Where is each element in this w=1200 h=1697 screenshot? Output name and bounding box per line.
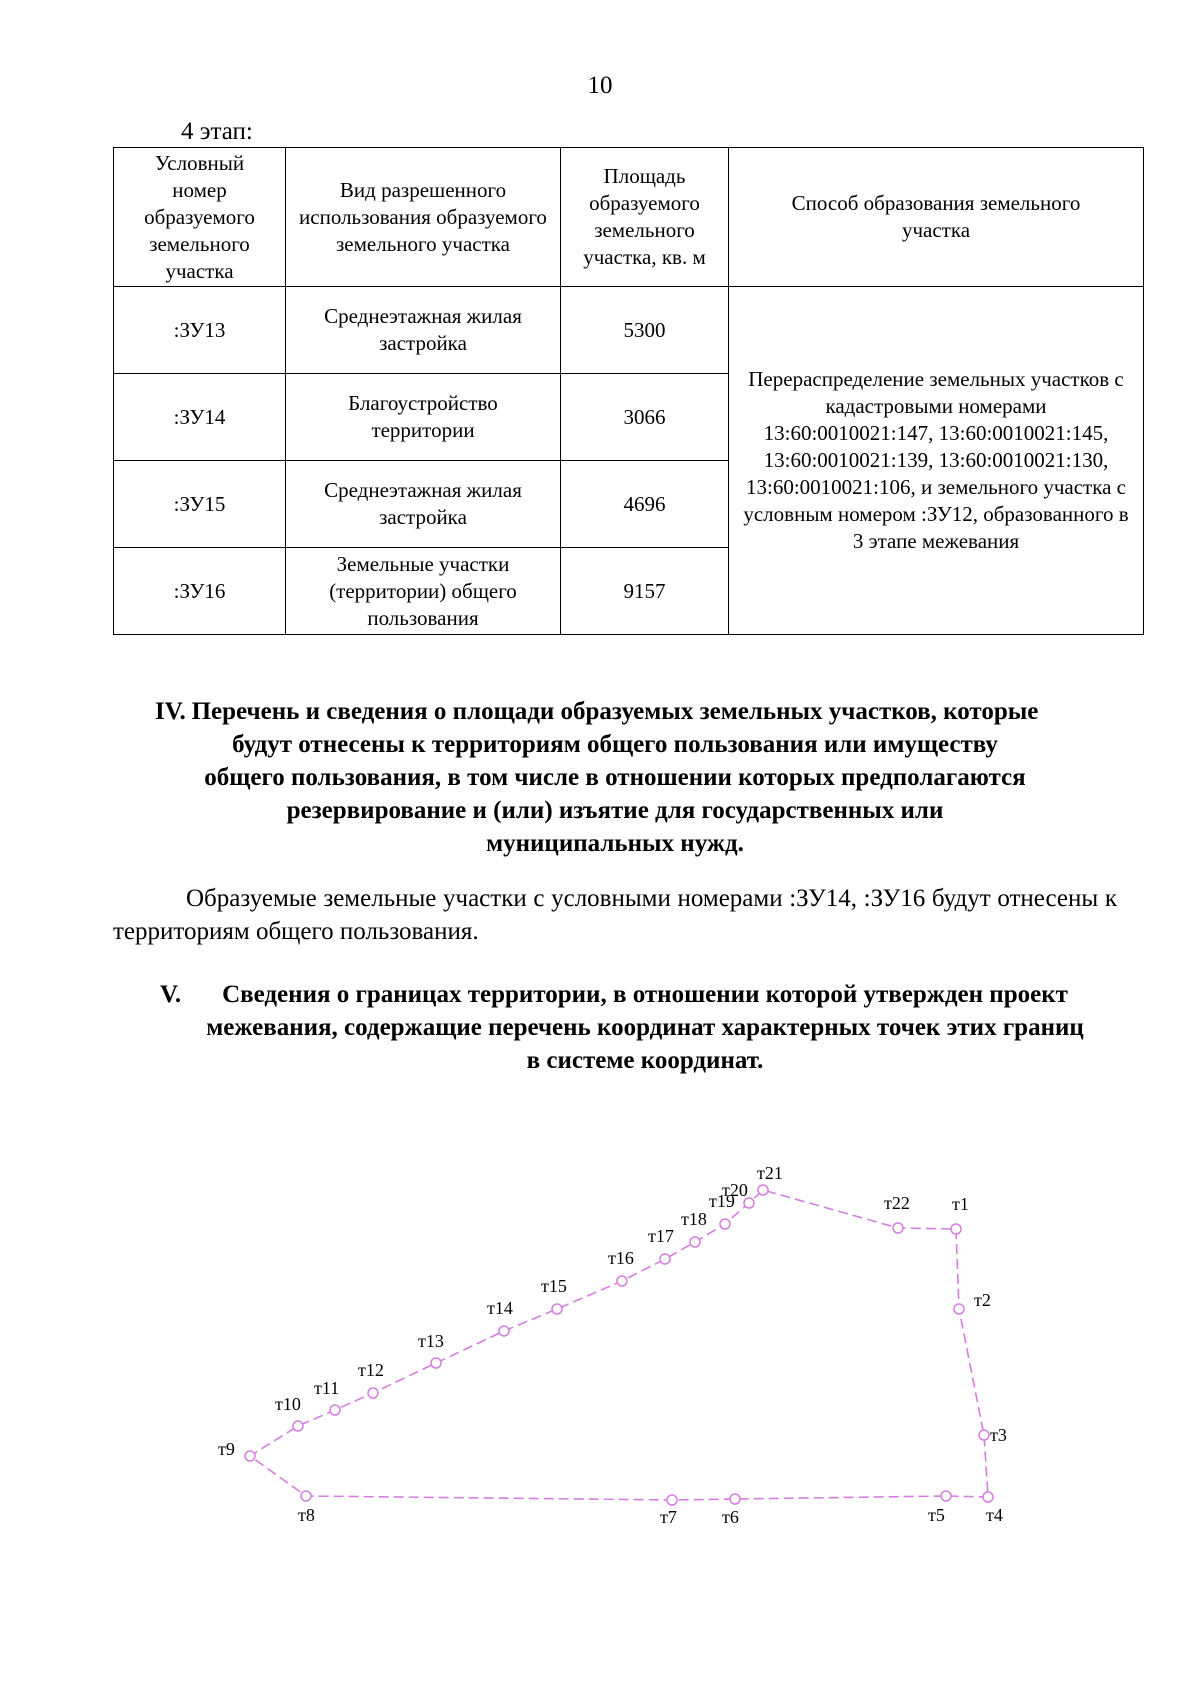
boundary-point-marker [245,1451,255,1461]
table-row [114,287,1144,374]
section-5-number: V. [160,981,182,1008]
stage-label: 4 этап: [181,118,253,145]
boundary-point-label: т13 [418,1331,444,1351]
boundary-line [250,1190,988,1500]
cell-area: 4696 [561,461,729,548]
section-4-number: IV. [155,698,186,725]
boundary-point-label: т17 [648,1226,674,1246]
boundary-point-marker [330,1405,340,1415]
cell-area: 9157 [561,548,729,635]
boundary-point-label: т6 [722,1507,739,1527]
boundary-point-label: т2 [974,1290,991,1310]
header-area: Площадь образуемого земельного участка, кв. м [561,148,729,287]
boundary-point-label: т15 [541,1276,567,1296]
boundary-point-label: т1 [952,1194,969,1214]
cell-number: :ЗУ16 [114,548,286,635]
boundary-point-marker [730,1494,740,1504]
boundary-point-marker [954,1304,964,1314]
boundary-point-label: т3 [990,1425,1007,1445]
boundary-point-label: т14 [487,1298,513,1318]
cell-area: 5300 [561,287,729,374]
cell-use: Земельные участки (территории) общего пользования [286,548,561,635]
parcels-table [113,147,1144,635]
boundary-point-label: т5 [928,1505,945,1525]
cell-number: :ЗУ15 [114,461,286,548]
boundary-point-label: т18 [681,1209,707,1229]
cell-use: Среднеэтажная жилая застройка [286,461,561,548]
boundary-point-label: т12 [358,1360,384,1380]
cell-use: Среднеэтажная жилая застройка [286,287,561,374]
boundary-point-marker [293,1421,303,1431]
boundary-point-label: т19 [709,1191,735,1211]
boundary-point-marker [301,1491,311,1501]
boundary-point-label: т10 [275,1394,301,1414]
boundary-point-marker [720,1219,730,1229]
header-use: Вид разрешенного использования образуемого земельного участка [286,148,561,287]
boundary-point-marker [660,1254,670,1264]
boundary-point-marker [941,1491,951,1501]
cell-use: Благоустройство территории [286,374,561,461]
boundary-point-label: т9 [218,1439,235,1459]
cell-area: 3066 [561,374,729,461]
boundary-point-marker [617,1276,627,1286]
boundary-point-marker [431,1358,441,1368]
cell-number: :ЗУ14 [114,374,286,461]
boundary-point-label: т4 [986,1505,1003,1525]
boundary-point-label: т7 [660,1507,677,1527]
boundary-point-marker [368,1388,378,1398]
boundary-scheme [200,1150,1040,1550]
section-4-title: Перечень и сведения о площади образуемых земельных участков, которые будут отнесены к территориям общего пользования или имуществу общего пользования, в том числе в отношении которых предполагаются резервирование и (или) изъятие для государственных или муниципальных нужд. [191,698,1039,857]
boundary-point-marker [951,1224,961,1234]
boundary-point-label: т21 [757,1163,783,1183]
boundary-point-label: т8 [298,1505,315,1525]
boundary-point-marker [893,1223,903,1233]
table-header-row [114,148,1144,287]
section-5-title: Сведения о границах территории, в отношении которой утвержден проект межевания, содержащие перечень координат характерных точек этих границ в системе координат. [206,981,1084,1074]
boundary-point-label: т20 [722,1180,748,1200]
boundary-point-marker [758,1185,768,1195]
header-number: Условный номер образуемого земельного участка [114,148,286,287]
boundary-point-marker [667,1495,677,1505]
cell-method: Перераспределение земельных участков с кадастровыми номерами 13:60:0010021:147, 13:60:0010021:145, 13:60:0010021:139, 13:60:0010021:130, 13:60:0010021:106, и земельного участка с условным номером :ЗУ12, образованного в 3 этапе межевания [729,287,1144,635]
boundary-point-marker [499,1326,509,1336]
page-number: 10 [587,72,613,99]
boundary-point-label: т22 [884,1193,910,1213]
boundary-point-marker [983,1492,993,1502]
boundary-point-label: т16 [608,1248,634,1268]
section-4-text: Образуемые земельные участки с условными номерами :ЗУ14, :ЗУ16 будут отнесены к территориям общего пользования. [113,885,1117,945]
boundary-point-marker [690,1237,700,1247]
boundary-point-label: т11 [314,1378,340,1398]
cell-number: :ЗУ13 [114,287,286,374]
boundary-point-marker [552,1304,562,1314]
header-method: Способ образования земельного участка [729,148,1144,287]
boundary-point-marker [979,1430,989,1440]
